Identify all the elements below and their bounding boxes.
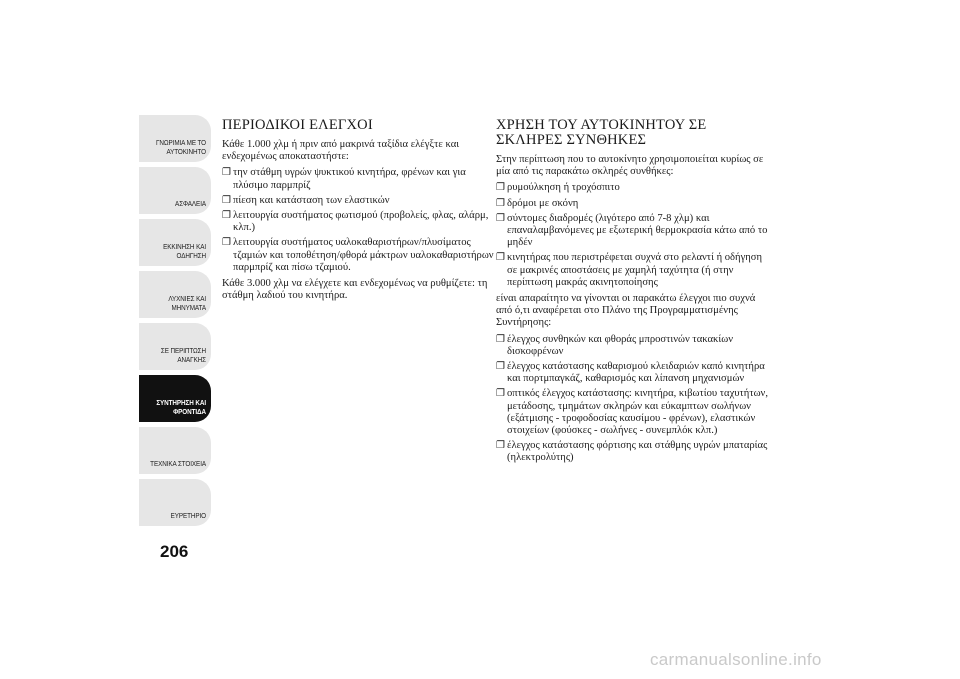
tab-starting-driving[interactable] [139,219,211,266]
tab-label: ΛΥΧΝΙΕΣ ΚΑΙ ΜΗΝΥΜΑΤΑ [168,294,206,312]
tab-label: ΕΥΡΕΤΗΡΙΟ [170,511,206,520]
list-item [496,440,772,464]
checkbox-bullet-icon: ❐ [496,182,505,194]
checkbox-bullet-icon: ❐ [496,252,505,264]
outro-text: Κάθε 3.000 χλμ να ελέγχετε και ενδεχομένως να ρυθμίζετε: τη στάθμη λαδιού του κινητήρα. [222,278,488,302]
checkbox-bullet-icon: ❐ [496,388,505,400]
checkbox-bullet-icon: ❐ [496,212,505,224]
list-item [496,334,772,358]
list-item-text: λειτουργία συστήματος φωτισμού (προβολείς, φλας, αλάρμ, κλπ.) [233,210,489,234]
list-item-text: την στάθμη υγρών ψυκτικού κινητήρα, φρένων και για πλύσιμο παρμπρίζ [233,167,466,191]
tab-getting-to-know[interactable] [139,115,211,162]
checkbox-bullet-icon: ❐ [222,194,231,206]
tab-index[interactable] [139,479,211,526]
tab-emergency[interactable] [139,323,211,370]
checkbox-bullet-icon: ❐ [496,361,505,373]
list-item [496,198,772,210]
list-item-text: έλεγχος συνθηκών και φθοράς μπροστινών τακακίων δισκοφρένων [507,333,733,357]
list-item-text: δρόμοι με σκόνη [507,197,579,209]
conditions-list [496,182,772,289]
checkbox-bullet-icon: ❐ [496,440,505,452]
list-item [496,252,772,289]
tab-safety[interactable] [139,167,211,214]
list-item [496,388,772,437]
checkbox-bullet-icon: ❐ [222,210,231,222]
tab-label: ΕΚΚΙΝΗΣΗ ΚΑΙ ΟΔΗΓΗΣΗ [163,242,206,260]
tab-label: ΣΥΝΤΗΡΗΣΗ ΚΑΙ ΦΡΟΝΤΙΔΑ [156,398,206,416]
list-item [222,210,494,234]
watermark-text: carmanualsonline.info [650,650,822,669]
checkbox-bullet-icon: ❐ [222,167,231,179]
list-item [222,167,494,191]
intro-text: Στην περίπτωση που το αυτοκίνητο χρησιμοποιείται κυρίως σε μία από τις παρακάτω σκληρές συνθήκες: [496,154,764,178]
tab-maintenance[interactable] [139,375,211,422]
list-item-text: σύντομες διαδρομές (λιγότερο από 7-8 χλμ) και επαναλαμβανόμενες με εξωτερική θερμοκρασία κάτω από το μηδέν [507,212,768,249]
tab-label: ΓΝΩΡΙΜΙΑ ΜΕ ΤΟ ΑΥΤΟΚΙΝΗΤΟ [156,138,206,156]
list-item [496,213,772,250]
list-item [222,237,494,274]
section-title: ΠΕΡΙΟΔΙΚΟΙ ΕΛΕΓΧΟΙ [222,117,373,133]
checks-list [222,167,494,274]
middle-text: είναι απαραίτητο να γίνονται οι παρακάτω έλεγχοι πιο συχνά από ό,τι αναφέρεται στο Πλάνο της Προγραμματισμένης Συντήρησης: [496,293,756,329]
frequent-checks-list [496,334,772,465]
list-item-text: λειτουργία συστήματος υαλοκαθαριστήρων/πλυσίματος τζαμιών και τοποθέτηση/φθορά μάκτρων υαλοκαθαριστήρων παρμπρίζ και πίσω τζαμιού. [233,237,494,273]
severe-conditions-section [496,118,772,469]
tab-warning-lights[interactable] [139,271,211,318]
tab-label: ΑΣΦΑΛΕΙΑ [175,199,206,208]
list-item-text: έλεγχος κατάστασης φόρτισης και στάθμης υγρών μπαταρίας (ηλεκτρολύτης) [507,440,768,464]
list-item [496,182,772,194]
checkbox-bullet-icon: ❐ [496,333,505,345]
periodic-checks-section [222,118,494,306]
list-item-text: κινητήρας που περιστρέφεται συχνά στο ρελαντί ή οδήγηση σε μακρινές αποστάσεις με χαμηλή ταχύτητα (ή στην περίπτωση μακράς ακινητοποίησης [507,252,763,288]
tab-technical-data[interactable] [139,427,211,474]
list-item-text: ρυμούλκηση ή τροχόσπιτο [507,182,620,194]
list-item [222,195,494,207]
section-title: ΧΡΗΣΗ ΤΟΥ ΑΥΤΟΚΙΝΗΤΟΥ ΣΕ ΣΚΛΗΡΕΣ ΣΥΝΘΗΚΕΣ [496,117,707,148]
chapter-tabs [139,115,211,531]
checkbox-bullet-icon: ❐ [222,237,231,249]
tab-label: ΣΕ ΠΕΡΙΠΤΩΣΗ ΑΝΑΓΚΗΣ [160,346,206,364]
checkbox-bullet-icon: ❐ [496,197,505,209]
intro-text: Κάθε 1.000 χλμ ή πριν από μακρινά ταξίδια ελέγξτε και ενδεχομένως αποκαταστήστε: [222,139,460,163]
list-item-text: πίεση και κατάσταση των ελαστικών [233,194,390,206]
list-item-text: οπτικός έλεγχος κατάστασης: κινητήρα, κιβωτίου ταχυτήτων, μετάδοσης, τμημάτων σκληρών και εύκαμπτων σωλήνων (εξάτμισης - τροφοδοσίας καυσίμου - φρένων), ελαστικών στοιχείων (φούσκες - σωλήνες - συνεμπλόκ κλπ.) [507,388,769,437]
tab-label: ΤΕΧΝΙΚΑ ΣΤΟΙΧΕΙΑ [150,459,206,468]
list-item-text: έλεγχος κατάστασης καθαρισμού κλειδαριών καπό κινητήρα και πορτμπαγκάζ, καθαρισμός και λίπανση μηχανισμών [507,361,765,385]
page-number: 206 [160,542,189,561]
list-item [496,361,772,385]
